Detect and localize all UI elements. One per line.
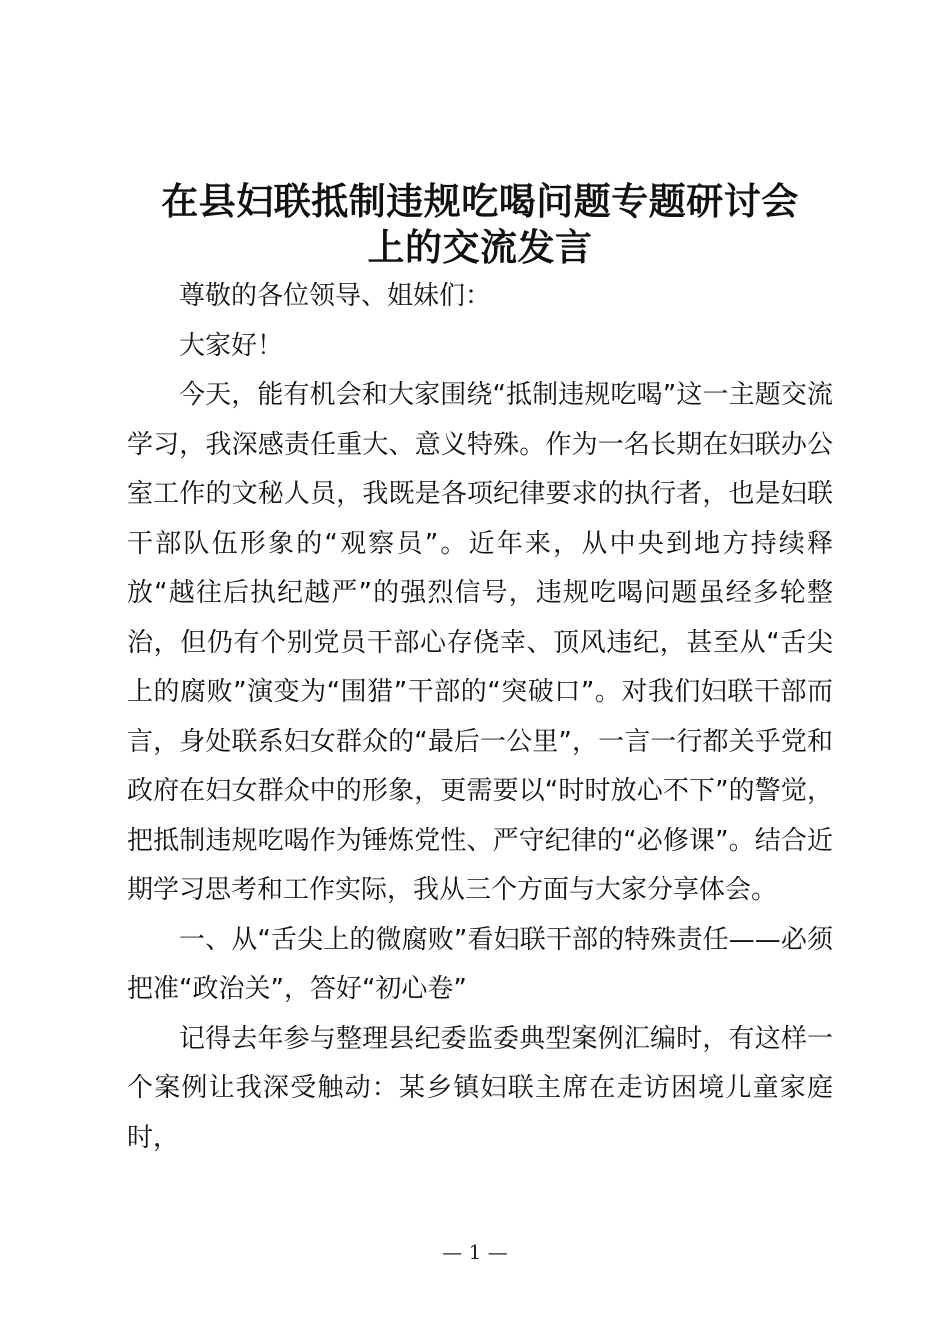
body-paragraph: 记得去年参与整理县纪委监委典型案例汇编时，有这样一个案例让我深受触动：某乡镇妇联主席在走访困境儿童家庭时， (127, 1023, 833, 1153)
document-title (127, 178, 833, 270)
intro-paragraph: 今天，能有机会和大家围绕“抵制违规吃喝”这一主题交流学习，我深感责任重大、意义特殊。作为一名长期在妇联办公室工作的文秘人员，我既是各项纪律要求的执行者，也是妇联干部队伍形象的“观察员”。近年来，从中央到地方持续释放“越往后执纪越严”的强烈信号，违规吃喝问题虽经多轮整治，但仍有个别党员干部心存侥幸、顶风违纪，甚至从“舌尖上的腐败”演变为“围猎”干部的“突破口”。对我们妇联干部而言，身处联系妇女群众的“最后一公里”，一言一行都关乎党和政府在妇女群众中的形象，更需要以“时时放心不下”的警觉，把抵制违规吃喝作为锤炼党性、严守纪律的“必修课”。结合近期学习思考和工作实际，我从三个方面与大家分享体会。 (127, 380, 833, 905)
document-body (127, 178, 833, 1163)
title-line-1: 在县妇联抵制违规吃喝问题专题研讨会 (161, 179, 799, 223)
salutation: 尊敬的各位领导、姐妹们： (179, 281, 492, 311)
page-number: — 1 — (442, 1240, 508, 1264)
greeting: 大家好！ (179, 330, 284, 361)
title-line-2: 上的交流发言 (367, 225, 593, 269)
section-heading-1: 一、从“舌尖上的微腐败”看妇联干部的特殊责任——必须把准“政治关”，答好“初心卷” (127, 924, 833, 1004)
